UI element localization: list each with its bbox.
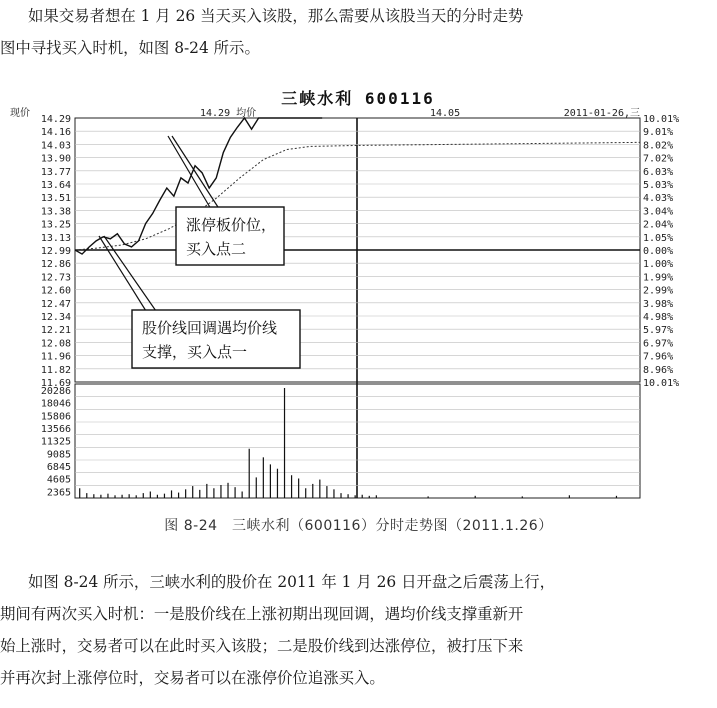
chart-title: 三峡水利 600116 — [281, 89, 435, 108]
outro-line: 始上涨时，交易者可以在此时买入该股；二是股价线到达涨停位，被打压下来 — [0, 637, 524, 655]
volume-axis — [41, 386, 71, 498]
outro-line: 期间有两次买入时机：一是股价线在上涨初期出现回调，遇均价线支撑重新开 — [0, 605, 524, 623]
percent-tick-label: 4.03% — [643, 193, 674, 205]
price-tick-label: 11.69 — [40, 378, 71, 389]
price-tick-label: 13.25 — [40, 219, 71, 231]
percent-tick-label: 1.99% — [643, 272, 674, 284]
figure-caption: 图 8-24 三峡水利（600116）分时走势图（2011.1.26） — [164, 518, 553, 534]
volume-tick-label: 15806 — [40, 411, 71, 423]
price-tick-label: 14.03 — [40, 140, 71, 152]
callout-1-line-2: 买入点二 — [186, 240, 247, 258]
callout-1-line-1: 涨停板价位， — [186, 216, 277, 234]
price-tick-label: 13.64 — [40, 180, 71, 191]
price-tick-label: 12.73 — [40, 272, 71, 284]
outro-line: 并再次封上涨停位时，交易者可以在涨停价位追涨买入。 — [0, 669, 385, 687]
intro-line: 如果交易者想在 1 月 26 当天买入该股，那么需要从该股当天的分时走势 — [28, 7, 524, 25]
price-tick-label: 12.08 — [40, 338, 71, 350]
percent-tick-label: 9.01% — [643, 127, 674, 139]
outro-paragraph — [0, 566, 717, 694]
volume-tick-label: 4605 — [46, 474, 71, 486]
volume-tick-label: 13566 — [40, 424, 71, 435]
outro-line: 如图 8-24 所示，三峡水利的股价在 2011 年 1 月 26 日开盘之后震荡上行， — [28, 573, 556, 591]
percent-tick-label: 0.00% — [643, 246, 674, 257]
percent-tick-label: 10.01% — [643, 378, 680, 389]
price-axis — [41, 114, 71, 389]
volume-tick-label: 11325 — [40, 436, 71, 448]
percent-tick-label: 8.02% — [643, 140, 674, 152]
intro-paragraph — [0, 0, 717, 64]
intraday-chart — [0, 86, 717, 506]
percent-tick-label: 1.00% — [643, 259, 674, 271]
price-tick-label: 12.99 — [40, 246, 71, 257]
percent-tick-label: 3.98% — [643, 298, 674, 310]
callout-2-line-2: 支撑，买入点一 — [142, 343, 248, 361]
price-tick-label: 12.47 — [40, 298, 71, 310]
price-tick-label: 12.21 — [40, 325, 71, 337]
volume-tick-label: 9085 — [46, 449, 71, 461]
price-tick-label: 12.60 — [40, 285, 71, 297]
percent-tick-label: 4.98% — [643, 312, 674, 323]
volume-tick-label: 18046 — [40, 398, 71, 410]
callout-2-line-1: 股价线回调遇均价线 — [142, 319, 278, 337]
percent-tick-label: 10.01% — [643, 114, 680, 125]
percent-tick-label: 6.03% — [643, 166, 674, 178]
header-left-label: 现价 — [10, 108, 30, 119]
percent-tick-label: 7.02% — [643, 153, 674, 165]
percent-tick-label: 2.04% — [643, 219, 674, 231]
percent-axis — [643, 114, 679, 389]
percent-tick-label: 2.99% — [643, 285, 674, 297]
price-tick-label: 13.90 — [40, 153, 71, 165]
header-date: 2011-01-26,三 — [563, 108, 640, 119]
price-tick-label: 13.51 — [40, 193, 71, 205]
callout-2-pointer — [104, 236, 170, 311]
percent-tick-label: 5.97% — [643, 325, 674, 337]
volume-bars — [80, 388, 617, 498]
header-current-price: 14.29 均价 — [200, 108, 257, 119]
price-tick-label: 11.82 — [40, 364, 71, 376]
intro-line: 图中寻找买入时机，如图 8-24 所示。 — [0, 39, 260, 57]
percent-tick-label: 8.96% — [643, 364, 674, 376]
price-tick-label: 11.96 — [40, 351, 71, 363]
percent-tick-label: 7.96% — [643, 351, 674, 363]
callout-2-pointer-2 — [99, 236, 146, 311]
price-tick-label: 14.16 — [40, 127, 71, 139]
price-tick-label: 13.13 — [40, 232, 71, 244]
volume-tick-label: 2365 — [46, 487, 71, 499]
percent-tick-label: 5.03% — [643, 180, 674, 191]
percent-tick-label: 3.04% — [643, 206, 674, 218]
volume-tick-label: 20286 — [40, 386, 71, 397]
price-tick-label: 13.77 — [40, 166, 71, 178]
volume-tick-label: 6845 — [46, 462, 71, 473]
price-tick-label: 14.29 — [40, 114, 71, 125]
percent-tick-label: 6.97% — [643, 338, 674, 350]
price-tick-label: 12.86 — [40, 259, 71, 271]
price-tick-label: 12.34 — [40, 312, 71, 323]
price-tick-label: 13.38 — [40, 206, 71, 218]
header-value: 14.05 — [430, 108, 461, 119]
percent-tick-label: 1.05% — [643, 232, 674, 244]
